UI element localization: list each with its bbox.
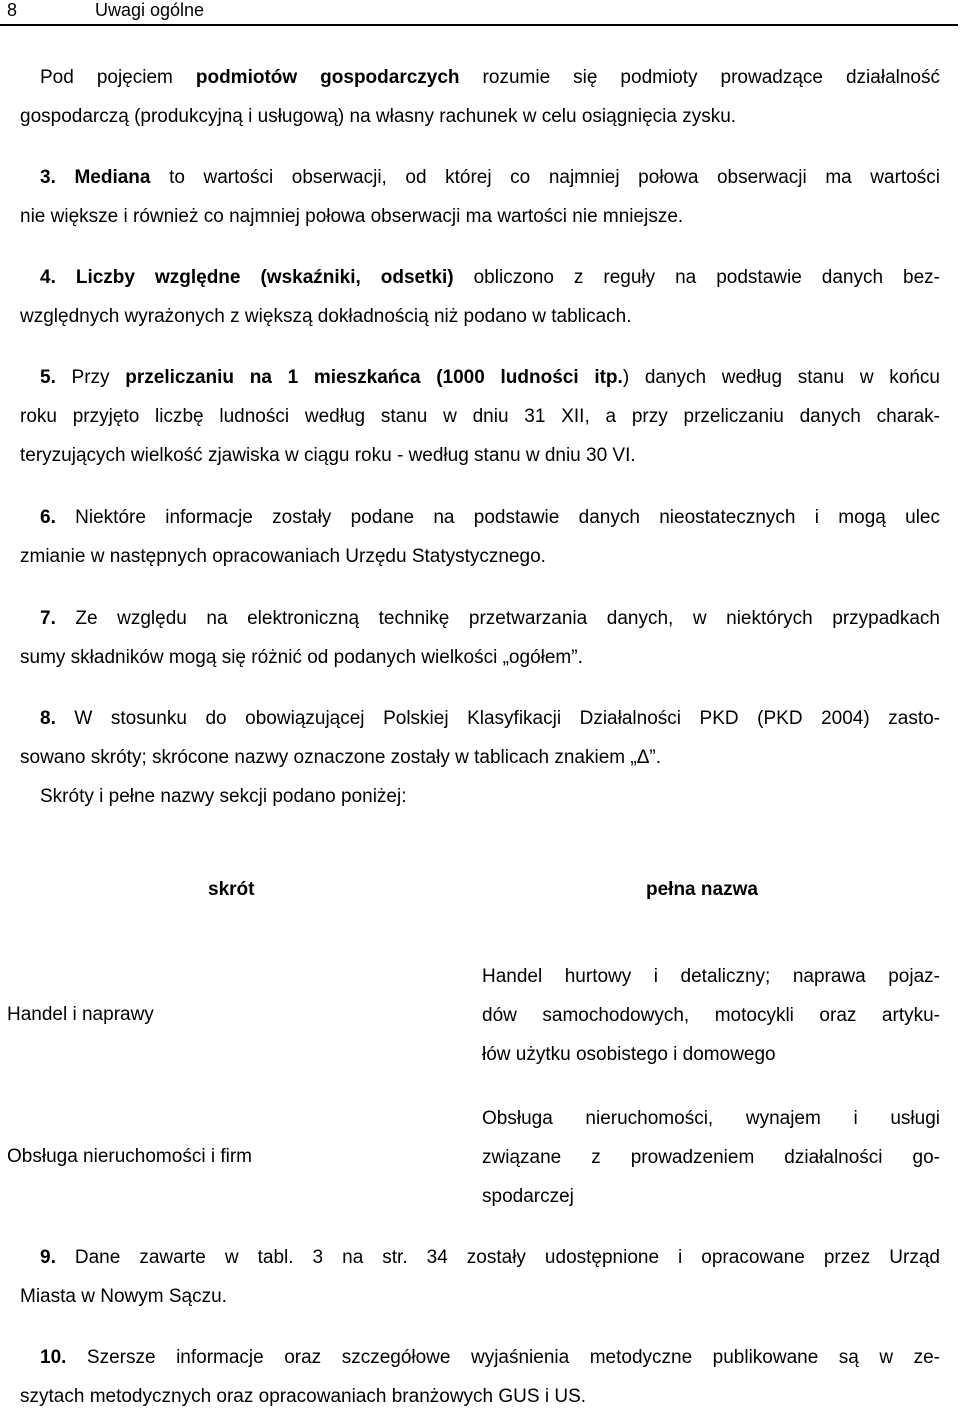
p3-line-1: 3. Mediana to wartości obserwacji, od której co najmniej połowa obserwacji ma wartości [40,167,940,188]
paragraph-9 [20,1238,940,1316]
p5-line-1: 5. Przy przeliczaniu na 1 mieszkańca (1000 ludności itp.) danych według stanu w końcu [40,367,940,388]
page-header [0,0,958,26]
paragraph-10 [20,1338,940,1416]
table-row-1-short: Handel i naprawy [7,1004,154,1025]
p7-line-1: 7. Ze względu na elektroniczną technikę przetwarzania danych, w niektórych przypadkach [40,608,940,629]
p9-line-1: 9. Dane zawarte w tabl. 3 na str. 34 zostały udostępnione i opracowane przez Urząd [40,1247,940,1268]
table-row-2-short: Obsługa nieruchomości i firm [7,1146,252,1167]
p3-line-2: nie większe i również co najmniej połowa obserwacji ma wartości nie mniejsze. [20,206,684,227]
paragraph-4 [20,258,940,336]
paragraph-intro [20,58,940,136]
p10-line-1: 10. Szersze informacje oraz szczegółowe wyjaśnienia metodyczne publikowane są w ze- [40,1347,940,1368]
p6-line-2: zmianie w następnych opracowaniach Urzędu Statystycznego. [20,546,546,567]
header-title: Uwagi ogólne [95,0,205,20]
paragraph-7 [20,599,940,677]
table-header-full: pełna nazwa [646,879,758,900]
p8-line-3: Skróty i pełne nazwy sekcji podano poniżej: [40,786,407,807]
table-header-short: skrót [208,879,255,900]
p4-line-2: względnych wyrażonych z większą dokładnością niż podano w tablicach. [20,306,632,327]
intro-line-1: Pod pojęciem podmiotów gospodarczych rozumie się podmioty prowadzące działalność [40,67,940,88]
page-number: 8 [7,0,18,20]
paragraph-5 [20,358,940,475]
p10-line-2: szytach metodycznych oraz opracowaniach branżowych GUS i US. [20,1386,587,1407]
paragraph-6 [20,498,940,576]
table-row-2-full: Obsługa nieruchomości, wynajem i usługi związane z prowadzeniem działalności go- spodarczej [482,1108,940,1207]
p5-line-2: roku przyjęto liczbę ludności według stanu w dniu 31 XII, a przy przeliczaniu danych charak- [20,406,940,427]
p8-line-2: sowano skróty; skrócone nazwy oznaczone zostały w tablicach znakiem „Δ”. [20,747,662,768]
paragraph-3 [20,158,940,236]
p8-line-1: 8. W stosunku do obowiązującej Polskiej Klasyfikacji Działalności PKD (PKD 2004) zasto- [40,708,940,729]
p7-line-2: sumy składników mogą się różnić od podanych wielkości „ogółem”. [20,647,583,668]
p6-line-1: 6. Niektóre informacje zostały podane na podstawie danych nieostatecznych i mogą ulec [40,507,940,528]
paragraph-8 [20,699,940,816]
p5-line-3: teryzujących wielkość zjawiska w ciągu roku - według stanu w dniu 30 VI. [20,445,636,466]
p9-line-2: Miasta w Nowym Sączu. [20,1286,227,1307]
table-row-1-full: Handel hurtowy i detaliczny; naprawa pojaz- dów samochodowych, motocykli oraz artyku- łów użytku osobistego i domowego [482,966,940,1065]
intro-line-2: gospodarczą (produkcyjną i usługową) na własny rachunek w celu osiągnięcia zysku. [20,106,737,127]
p4-line-1: 4. Liczby względne (wskaźniki, odsetki) obliczono z reguły na podstawie danych bez- [40,267,940,288]
